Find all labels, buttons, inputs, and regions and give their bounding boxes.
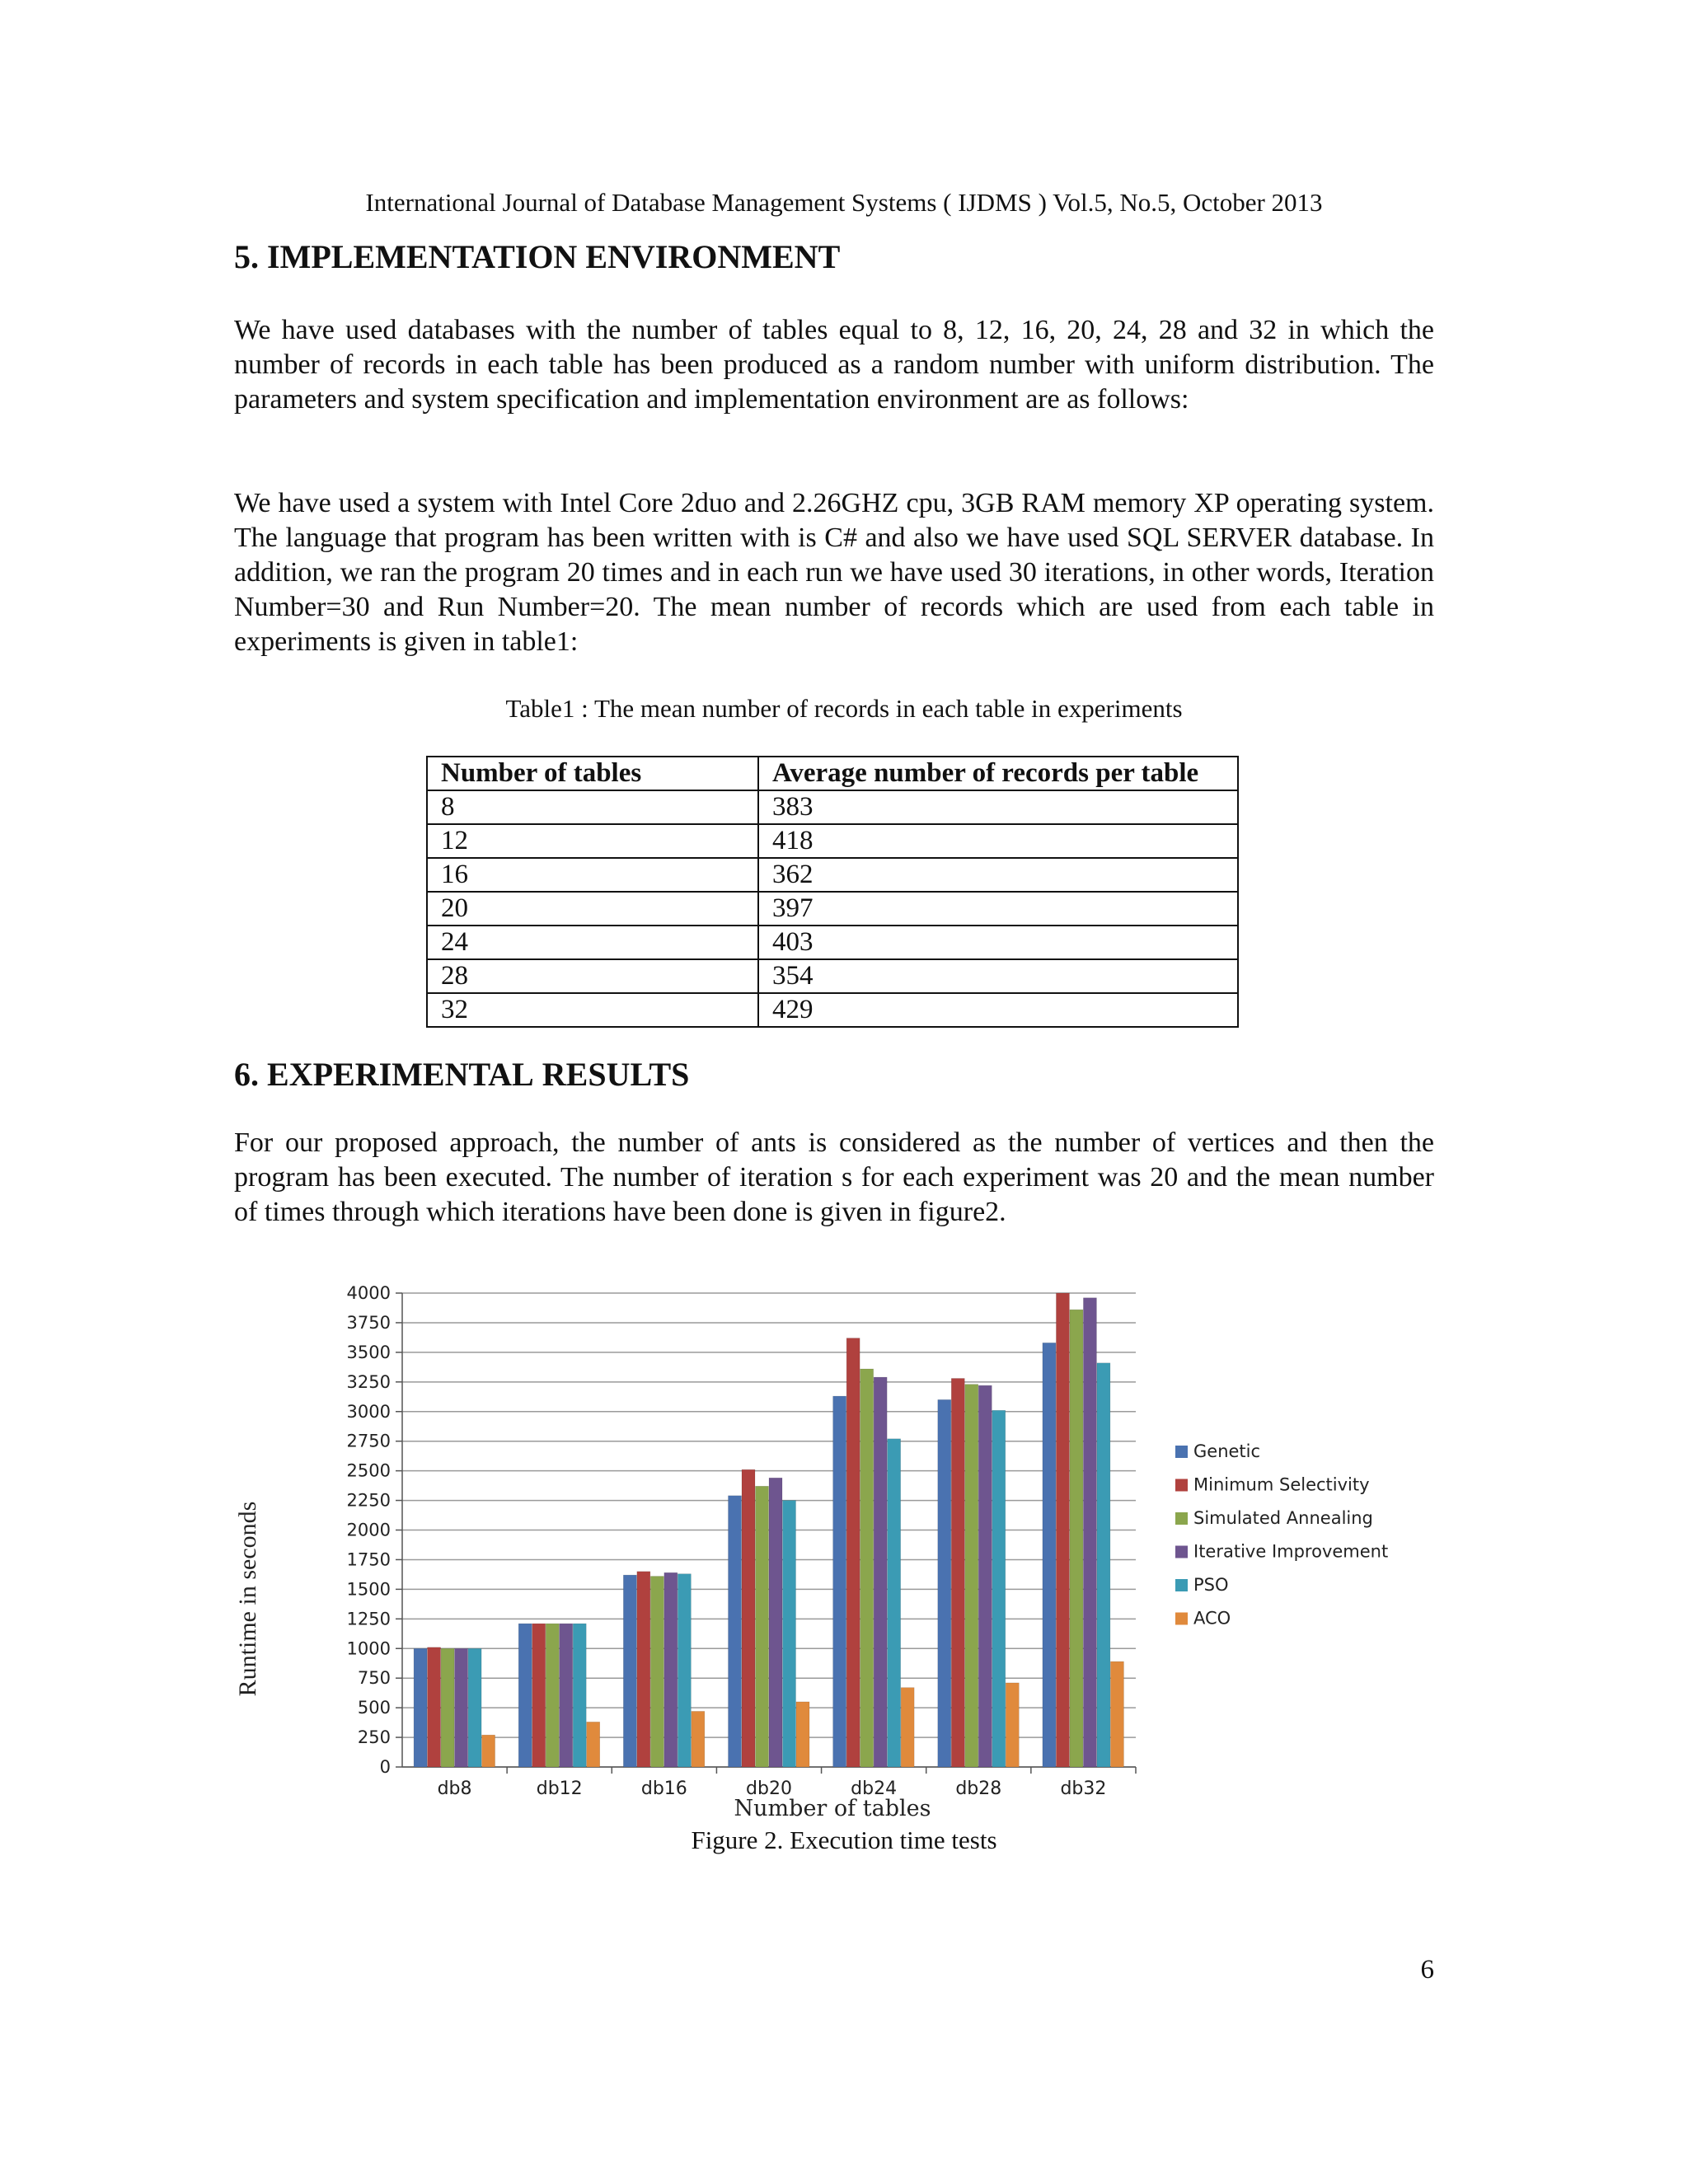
table-row: [427, 993, 1238, 1027]
table-row: [427, 959, 1238, 993]
bar-pso-db24: [888, 1439, 901, 1767]
chart-legend: [1175, 1441, 1388, 1629]
bar-iterative-improvement-db16: [664, 1572, 678, 1767]
x-tick-label: db12: [536, 1779, 583, 1799]
bar-simulated-annealing-db16: [650, 1577, 663, 1767]
table-header-cell: Number of tables: [427, 757, 758, 790]
bar-minimum-selectivity-db20: [742, 1469, 755, 1767]
bar-simulated-annealing-db20: [756, 1486, 769, 1767]
bar-pso-db12: [573, 1624, 586, 1767]
chart-x-ticks: [438, 1767, 1136, 1799]
table-row: [427, 892, 1238, 926]
legend-swatch: [1175, 1579, 1188, 1591]
table-cell: 20: [427, 892, 758, 926]
table-cell: 32: [427, 993, 758, 1027]
bar-pso-db32: [1097, 1363, 1110, 1767]
legend-swatch: [1175, 1546, 1188, 1558]
table-cell: 429: [758, 993, 1238, 1027]
bar-aco-db20: [796, 1702, 809, 1767]
bar-aco-db28: [1006, 1683, 1019, 1767]
bar-genetic-db28: [938, 1399, 951, 1767]
chart-y-ticks: [347, 1283, 402, 1777]
legend-label: Genetic: [1193, 1441, 1261, 1461]
y-tick-label: 3500: [346, 1342, 391, 1362]
y-tick-label: 2250: [346, 1490, 391, 1511]
runtime-bar-chart: [223, 1269, 1442, 1821]
y-tick-label: 2000: [346, 1520, 391, 1540]
section-5-title-cap-a: I: [267, 238, 280, 275]
table-header-cell: Average number of records per table: [758, 757, 1238, 790]
bar-minimum-selectivity-db8: [428, 1647, 441, 1767]
section-5-title-rest-b: NVIRONMENT: [607, 238, 841, 275]
table-1: [426, 756, 1239, 1028]
legend-swatch: [1175, 1446, 1188, 1458]
bar-simulated-annealing-db32: [1070, 1310, 1083, 1767]
bar-simulated-annealing-db12: [546, 1624, 559, 1767]
table-row: [427, 858, 1238, 892]
table-row: [427, 824, 1238, 858]
bar-genetic-db32: [1043, 1343, 1056, 1767]
section-5-paragraph-2: We have used a system with Intel Core 2duo and 2.26GHZ cpu, 3GB RAM memory XP operating system. The language that program has been written with is C# and also we have used SQL SERVER database. In addition, we ran the program 20 times and in each run we have used 30 iterations, in other words, Iteration Number=30 and Run Number=20. The mean number of records which are used from each table in experiments is given in table1:: [234, 488, 1434, 657]
bar-aco-db32: [1110, 1661, 1123, 1767]
bar-iterative-improvement-db12: [560, 1624, 573, 1767]
table-cell: 28: [427, 959, 758, 993]
bar-aco-db12: [587, 1722, 600, 1767]
bar-minimum-selectivity-db24: [846, 1338, 860, 1767]
bar-aco-db8: [482, 1735, 495, 1767]
table-cell: 354: [758, 959, 1238, 993]
bar-iterative-improvement-db20: [769, 1478, 782, 1767]
section-5-number: 5.: [234, 238, 267, 275]
bar-genetic-db24: [833, 1396, 846, 1767]
bar-pso-db20: [783, 1501, 796, 1767]
bar-aco-db24: [901, 1688, 914, 1767]
figure-2-caption: Figure 2. Execution time tests: [691, 1825, 997, 1854]
legend-swatch: [1175, 1512, 1188, 1525]
section-5-title-rest-a: MPLEMENTATION: [279, 238, 578, 275]
bar-iterative-improvement-db32: [1083, 1298, 1096, 1767]
table-cell: 16: [427, 858, 758, 892]
table-cell: 362: [758, 858, 1238, 892]
section-5-paragraph-1: We have used databases with the number of tables equal to 8, 12, 16, 20, 24, 28 and 32 in which the number of records in each table has been produced as a random number with uniform distribution. The parameters and system specification and implementation environment are as follows:: [234, 315, 1434, 415]
table-cell: 12: [427, 824, 758, 858]
section-6-title-rest-a: XPERIMENTAL: [288, 1056, 534, 1093]
x-tick-label: db32: [1060, 1779, 1107, 1799]
table-cell: 24: [427, 926, 758, 959]
x-tick-label: db16: [640, 1779, 687, 1799]
table-cell: 403: [758, 926, 1238, 959]
bar-pso-db16: [678, 1574, 691, 1767]
bar-genetic-db20: [729, 1496, 742, 1767]
journal-header: International Journal of Database Management Systems ( IJDMS ) Vol.5, No.5, October 2013: [365, 188, 1323, 217]
bar-pso-db8: [468, 1648, 481, 1767]
bar-iterative-improvement-db24: [874, 1377, 887, 1767]
table-cell: 418: [758, 824, 1238, 858]
legend-label: Iterative Improvement: [1193, 1541, 1389, 1562]
bar-minimum-selectivity-db12: [532, 1624, 546, 1767]
y-tick-label: 2500: [346, 1460, 391, 1481]
y-tick-label: 2750: [346, 1431, 391, 1451]
y-tick-label: 3000: [346, 1401, 391, 1422]
section-5-title: [234, 237, 840, 277]
y-tick-label: 3250: [346, 1371, 391, 1392]
section-6-title: [234, 1055, 689, 1094]
legend-label: Simulated Annealing: [1193, 1508, 1373, 1528]
bar-minimum-selectivity-db32: [1056, 1293, 1069, 1767]
table-cell: 397: [758, 892, 1238, 926]
bar-aco-db16: [692, 1711, 705, 1767]
section-6-paragraph-1: For our proposed approach, the number of ants is considered as the number of vertices and then the program has been executed. The number of iteration s for each experiment was 20 and the mean number of times through which iterations have been done is given in figure2.: [234, 1127, 1434, 1227]
bar-minimum-selectivity-db28: [951, 1379, 964, 1768]
bar-genetic-db16: [623, 1575, 636, 1767]
section-5-title-cap-b: E: [585, 238, 608, 275]
bar-simulated-annealing-db8: [441, 1648, 454, 1767]
chart-y-axis-label: Runtime in seconds: [234, 1501, 261, 1697]
bar-simulated-annealing-db24: [860, 1369, 874, 1767]
table-cell: 8: [427, 790, 758, 824]
legend-label: Minimum Selectivity: [1193, 1474, 1370, 1495]
y-tick-label: 1750: [346, 1549, 391, 1570]
section-6-title-cap-a: E: [267, 1056, 289, 1093]
bar-genetic-db8: [414, 1648, 427, 1767]
table-header-row: [427, 757, 1238, 790]
x-tick-label: db24: [851, 1779, 898, 1799]
x-tick-label: db8: [437, 1779, 472, 1799]
legend-label: ACO: [1193, 1608, 1231, 1629]
legend-label: PSO: [1193, 1575, 1229, 1595]
table-row: [427, 790, 1238, 824]
y-tick-label: 3750: [346, 1312, 391, 1333]
x-tick-label: db28: [955, 1779, 1002, 1799]
page-number: 6: [1420, 1955, 1434, 1985]
bar-simulated-annealing-db28: [965, 1385, 978, 1767]
bar-iterative-improvement-db8: [455, 1648, 468, 1767]
y-tick-label: 1000: [346, 1638, 391, 1659]
table-1-caption: Table1 : The mean number of records in each table in experiments: [505, 694, 1183, 723]
section-6-number: 6.: [234, 1056, 267, 1093]
table-cell: 383: [758, 790, 1238, 824]
y-tick-label: 500: [357, 1698, 391, 1718]
y-tick-label: 1500: [346, 1579, 391, 1600]
x-tick-label: db20: [746, 1779, 792, 1799]
legend-swatch: [1175, 1479, 1188, 1492]
bar-genetic-db12: [518, 1624, 532, 1767]
bar-minimum-selectivity-db16: [637, 1572, 650, 1767]
y-tick-label: 1250: [346, 1609, 391, 1629]
y-tick-label: 250: [357, 1727, 391, 1748]
legend-swatch: [1175, 1613, 1188, 1625]
chart-x-axis-label: Number of tables: [734, 1796, 931, 1821]
section-6-title-cap-b: R: [542, 1056, 566, 1093]
y-tick-label: 750: [357, 1668, 391, 1689]
y-tick-label: 0: [379, 1757, 391, 1777]
section-6-title-rest-b: ESULTS: [565, 1056, 690, 1093]
table-row: [427, 926, 1238, 959]
bar-iterative-improvement-db28: [978, 1385, 992, 1767]
y-tick-label: 4000: [346, 1283, 391, 1303]
bar-pso-db28: [992, 1410, 1006, 1767]
